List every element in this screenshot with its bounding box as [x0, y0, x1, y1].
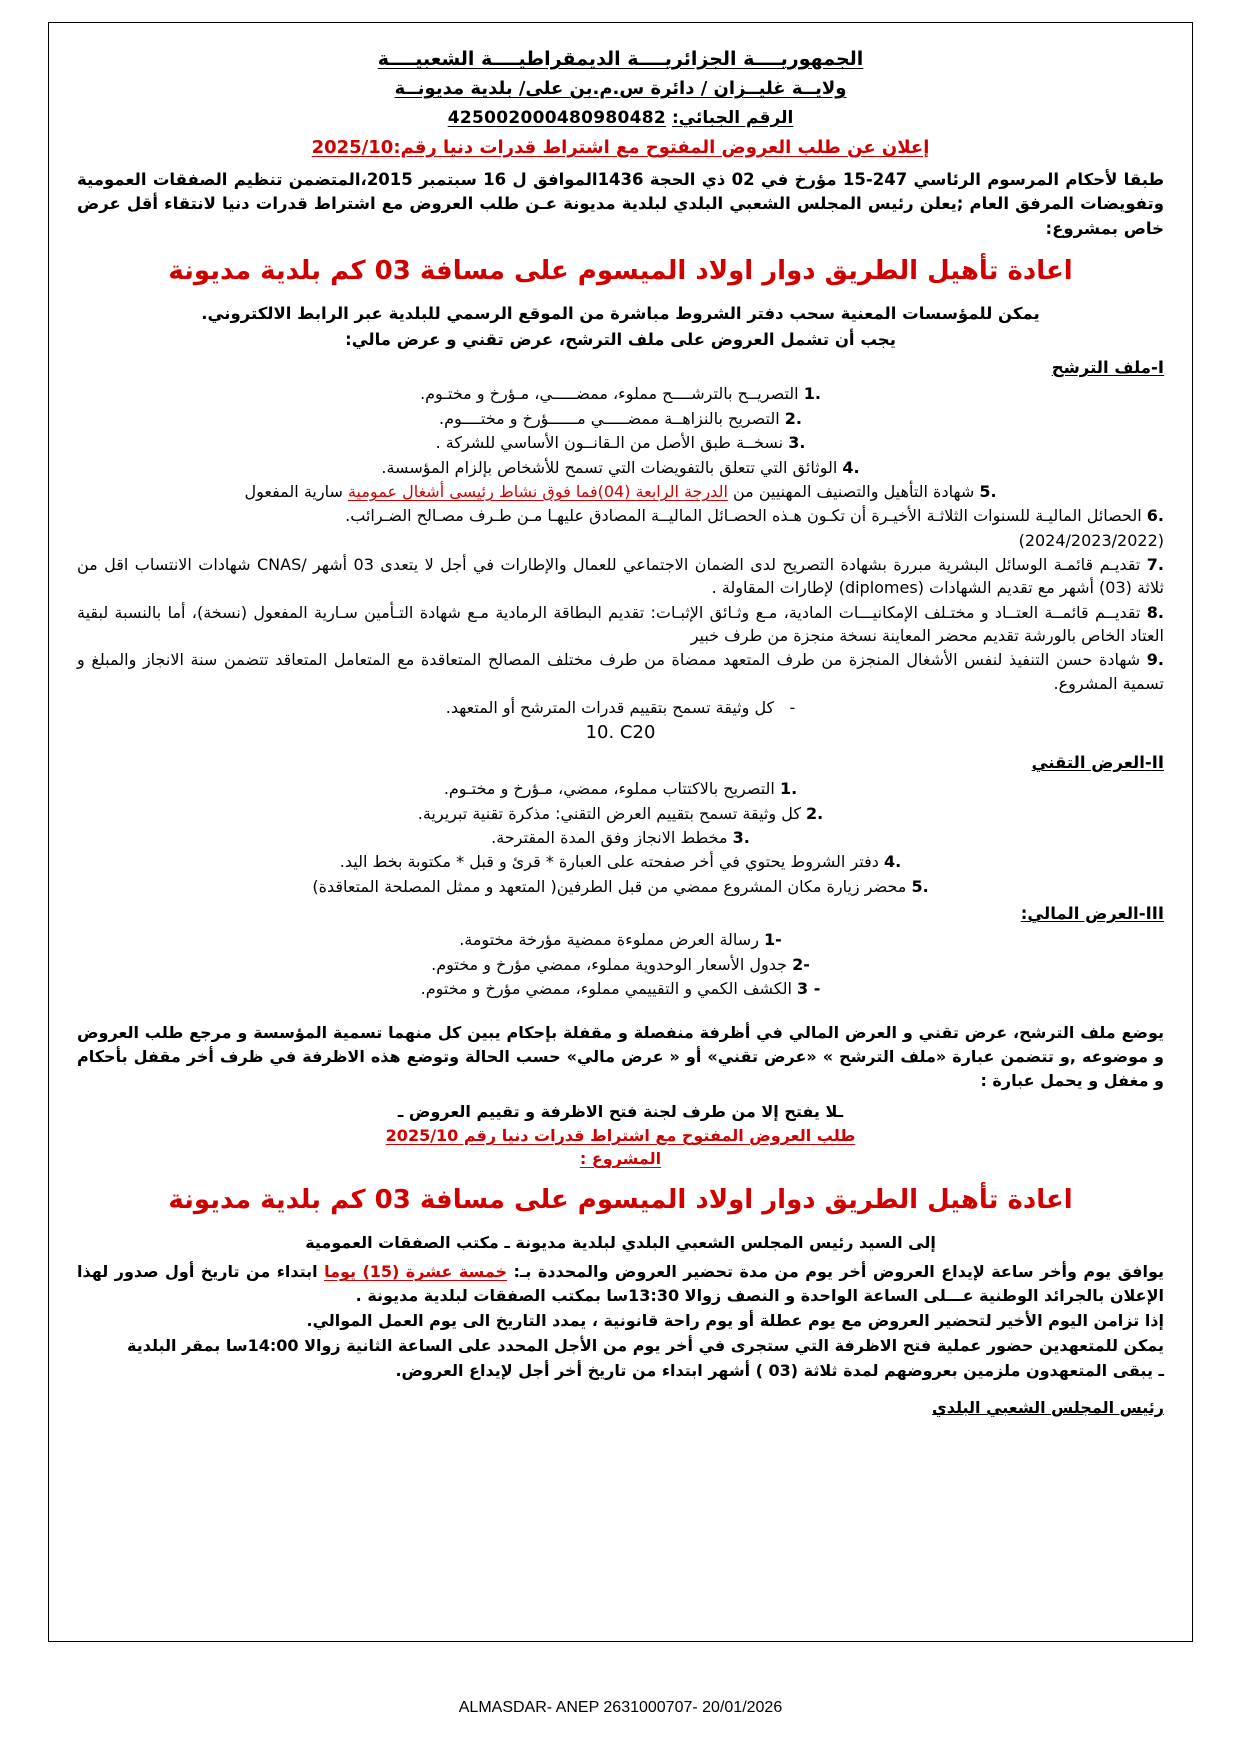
project-title-envelope: اعادة تأهيل الطريق دوار اولاد الميسوم على مسافة 03 كم بلدية مديونة — [168, 1184, 1073, 1215]
spacer — [77, 1001, 1164, 1021]
header-tax-label: الرقم الجبائي: — [671, 107, 794, 128]
list-item — [77, 826, 1164, 849]
header-wilaya — [77, 76, 1164, 103]
item-text: كل وثيقة تسمح بتقييم قدرات المترشح أو المتعهد. — [445, 698, 775, 718]
signature-block — [77, 1396, 1164, 1420]
intro-paragraph: طبقا لأحكام المرسوم الرئاسي 247-15 مؤرخ في 02 ذي الحجة 1436الموافق ل 16 سبتمبر 2015،المتضمن تنظيم الصفقات العمومية وتفويضات المرفق العام ;يعلن رئيس المجلس الشعبي البلدي لبلدية مديونة عـن طلب العروض مع اشتراط قدرات دنيا لانتقاء أقل عرض خاص بمشروع: — [77, 169, 1165, 239]
list-item — [77, 648, 1164, 695]
section-2-heading — [77, 751, 1164, 775]
list-item — [77, 407, 1164, 430]
item-number: 3 - — [797, 979, 821, 999]
section-3-roman: III — [1145, 903, 1164, 923]
item-text: جدول الأسعار الوحدوية مملوء، ممضي مؤرخ و مختوم. — [431, 954, 787, 974]
section-2-roman: II — [1151, 752, 1164, 772]
item-text: مخطط الانجاز وفق المدة المقترحة. — [491, 827, 728, 847]
list-item — [77, 875, 1164, 898]
list-item — [77, 504, 1164, 527]
section-2-title: -العرض التقني — [1031, 752, 1152, 772]
announcement-title-text: إعلان عن طلب العروض المفتوح مع اشتراط قدرات دنيا رقم:2025/10 — [311, 136, 930, 158]
item-text: التصريح بالنزاهــة ممضـــــي مــــــؤرخ و مختــــوم. — [438, 408, 780, 428]
section-2-list — [77, 777, 1164, 898]
item-number: 8. — [1146, 602, 1164, 622]
project-title-main: اعادة تأهيل الطريق دوار اولاد الميسوم على مسافة 03 كم بلدية مديونة — [168, 255, 1073, 286]
sealed-note: ـلا يفتح إلا من طرف لجنة فتح الاظرفة و تقييم العروض ـ — [397, 1102, 844, 1122]
deadline-duration-highlight: خمسة عشرة (15) يوما — [324, 1262, 508, 1282]
opening-session-note: يمكن للمتعهدين حضور عملية فتح الاظرفة التي ستجرى في أخر يوم من الأجل المحدد على الساعة الثانية زوالا 14:00سا بمقر البلدية — [126, 1336, 1164, 1356]
section-1-roman: I — [1157, 358, 1164, 378]
list-item — [77, 953, 1164, 976]
list-item — [77, 850, 1164, 873]
list-item — [77, 928, 1164, 951]
item-number: 3. — [732, 827, 750, 847]
list-item — [77, 777, 1164, 800]
announcement-title — [77, 135, 1164, 162]
item-number: 2. — [806, 803, 824, 823]
list-item-c20 — [77, 720, 1164, 746]
envelope-tender-ref-text: طلب العروض المفتوح مع اشتراط قدرات دنيا رقم 2025/10 — [385, 1125, 856, 1145]
section-3-list — [77, 928, 1164, 1000]
deadline-text-before: يوافق يوم وأخر ساعة لإيداع العروض أخر يوم من مدة تحضير العروض والمحددة بـ: — [507, 1262, 1165, 1282]
item-number: 9. — [1146, 650, 1164, 670]
item-text: تقديـم قائمـة الوسائل البشرية مبررة بشهادة التصريح لدى الضمان الاجتماعي للعمال والإطارات في أجل لا يتعدى 03 أشهر /CNAS شهادات الانتساب اقل من ثلاثة (03) أشهر مع تقديم الشهادات (diplomes) لإطارات المقاولة . — [77, 554, 1164, 598]
item-number: 1. — [779, 779, 798, 799]
item-text-after: سارية المفعول — [244, 481, 348, 501]
item-text-before: شهادة التأهيل والتصنيف المهنيين من — [727, 481, 975, 501]
item-text: التصريــح بالترشــــح مملوء، ممضـــــي، مـؤرخ و مختـوم. — [420, 384, 799, 404]
item-text-highlight: الدرجة الرابعة (04)فما فوق نشاط رئيسى أشغال عمومية — [347, 481, 728, 501]
document-page — [48, 22, 1193, 1642]
withdraw-note: يمكن للمؤسسات المعنية سحب دفتر الشروط مباشرة من الموقع الرسمي للبلدية عبر الرابط الالكتروني. — [201, 304, 1040, 324]
item-number: 5. — [979, 481, 997, 501]
item-number: 6. — [1146, 506, 1164, 526]
item-text: نسخــة طبق الأصل من الـقانــون الأساسي للشركة . — [435, 433, 784, 453]
section-3-heading — [77, 902, 1164, 926]
header-wilaya-text: ولايــة غليــزان / دائرة س.م.بن على/ بلدية مديونــة — [394, 78, 847, 100]
item-number: 3. — [788, 433, 806, 453]
page-footer: ALMASDAR- ANEP 2631000707- 20/01/2026 — [458, 1699, 783, 1716]
dash-marker: - — [779, 698, 796, 718]
list-item-dash — [77, 696, 1164, 719]
header-republic-text: الجمهوريــــة الجزائريــــة الديمقراطيــــة الشعبيــــة — [377, 48, 864, 70]
item-text: الكشف الكمي و التقييمي مملوء، ممضي مؤرخ و مختوم. — [420, 979, 792, 999]
item-text: الحصائل الماليـة للسنوات الثلاثـة الأخيـرة أن تكـون هـذه الحصـائل الماليــة المصادق عليهـا مـن طـرف مصـالح الضـرائب. — [345, 506, 1142, 526]
item-text: التصريح بالاكتتاب مملوء، ممضي، مـؤرخ و مختـوم. — [443, 779, 775, 799]
item-number: 4. — [842, 457, 860, 477]
envelope-project-label-text: المشروع : — [579, 1149, 662, 1169]
envelope-paragraph: يوضع ملف الترشح، عرض تقني و العرض المالي في أظرفة منفصلة و مقفلة بإحكام يبين كل منهما تسمية المؤسسة و مرجع طلب العروض و موضوعه ,و تتضمن عبارة «ملف الترشح » «عرض تقني» أو « عرض مالي» حسب الحالة وتوضع هذه الاظرفة في ظرف أخر مقفل بأحكام و مغفل و يحمل عبارة : — [77, 1023, 1164, 1091]
deadline-paragraph — [77, 1260, 1164, 1308]
item-text-c20: 10. C20 — [585, 722, 656, 744]
header-republic — [77, 45, 1164, 73]
section-1-list — [77, 382, 1164, 746]
list-item-qualification — [77, 480, 1164, 503]
list-item — [77, 382, 1164, 405]
envelope-addressee: إلى السيد رئيس المجلس الشعبي البلدي لبلدية مديونة ـ مكتب الصفقات العمومية — [305, 1232, 936, 1252]
deadline-text-after: ابتداء من تاريخ أول صدور لهذا الإعلان بالجرائد الوطنية عـــلى الساعة الواحدة و النصف زوالا 13:30سا بمكتب الصفقات لبلدية مديونة . — [77, 1262, 1164, 1306]
section-1-title: -ملف الترشح — [1051, 358, 1158, 378]
envelope-tender-ref — [77, 1124, 1164, 1147]
item-text: الوثائق التي تتعلق بالتفويضات التي تسمح للأشخاص بإلزام المؤسسة. — [381, 457, 838, 477]
list-item — [77, 431, 1164, 454]
validity-note: ـ يبقى المتعهدون ملزمين بعروضهم لمدة ثلاثة (03 ) أشهر ابتداء من تاريخ أخر أجل لإيداع العروض. — [395, 1361, 1164, 1381]
item-number: 7. — [1146, 554, 1165, 574]
signature-text: رئيس المجلس الشعبي البلدي — [932, 1398, 1164, 1418]
item-number: 2. — [784, 408, 802, 428]
deadline-holiday-note: إذا تزامن اليوم الأخير لتحضير العروض مع يوم عطلة أو يوم راحة قانونية ، يمدد التاريخ الى يوم العمل الموالي. — [306, 1311, 1164, 1331]
envelope-project-label — [77, 1147, 1164, 1170]
section-3-title: -العرض المالي: — [1020, 903, 1146, 923]
contents-note: يجب أن تشمل العروض على ملف الترشح، عرض تقني و عرض مالي: — [345, 329, 896, 349]
item-text: رسالة العرض مملوءة ممضية مؤرخة مختومة. — [459, 930, 759, 950]
list-item — [77, 601, 1164, 648]
spacer — [77, 1384, 1164, 1390]
list-item — [77, 553, 1164, 600]
item-text: تقديــم قائمــة العتــاد و مختـلف الإمكانيـــات المادية، مـع وثـائق الإثبـات: تقديم البطاقة الرمادية مـع شهادة التـأمين سـارية المفعول (نسخة)، أما بالنسبة لبقية العتاد الخاص بالورشة تقديم محضر المعاينة نسخة منجزة من طرف خبير — [77, 602, 1164, 646]
item-text-years: (2024/2023/2022) — [1018, 530, 1164, 550]
document-body — [49, 23, 1192, 1430]
header-tax-number — [77, 106, 1164, 131]
item-text: كل وثيقة تسمح بتقييم العرض التقني: مذكرة تقنية تبريرية. — [417, 803, 801, 823]
list-item — [77, 977, 1164, 1000]
list-item — [77, 802, 1164, 825]
item-number: 4. — [883, 852, 902, 872]
item-text: دفتر الشروط يحتوي في أخر صفحته على العبارة * قرئ و قبل * مكتوبة بخط اليد. — [339, 852, 879, 872]
list-item — [77, 456, 1164, 479]
section-1-heading — [77, 356, 1164, 380]
item-text: محضر زيارة مكان المشروع ممضي من قبل الطرفين( المتعهد و ممثل المصلحة المتعاقدة) — [312, 876, 907, 896]
item-number: 1. — [803, 384, 821, 404]
item-text: شهادة حسن التنفيذ لنفس الأشغال المنجزة من طرف المتعهد ممضاة من طرف مختلف المصالح المتعاقدة مع المتعامل المتعاقد تتضمن سنة الانجاز والمبلغ و تسمية المشروع. — [77, 650, 1164, 693]
item-number: 5. — [911, 876, 929, 896]
item-number: 1- — [764, 930, 782, 950]
header-tax-value: 425002000480980482 — [447, 107, 667, 128]
item-number: 2- — [792, 954, 810, 974]
list-item-years — [77, 529, 1164, 552]
